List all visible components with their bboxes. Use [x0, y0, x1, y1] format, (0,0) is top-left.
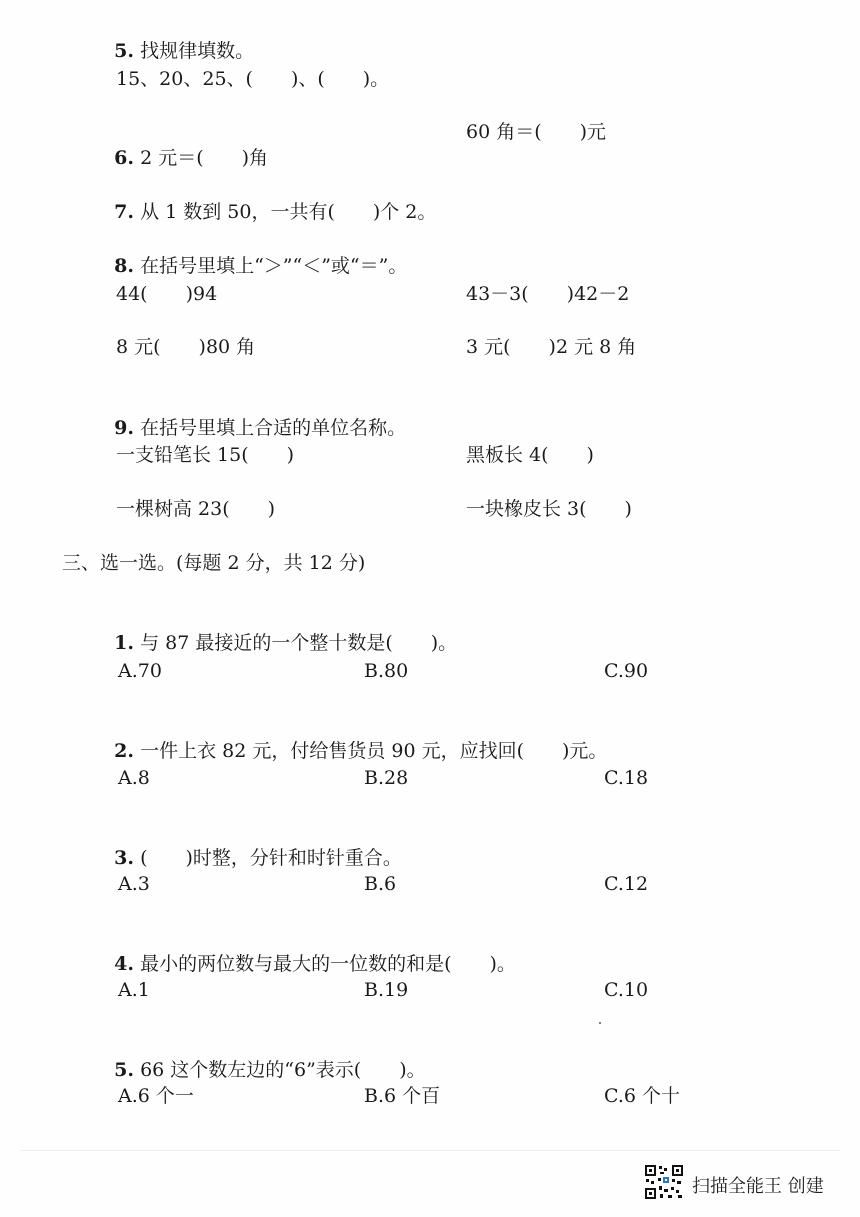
scan-speck	[599, 1022, 601, 1024]
choice-question-2	[90, 712, 607, 790]
question-prompt: 找规律填数。	[140, 40, 255, 62]
question-number: 8.	[114, 255, 135, 277]
compare-item: 3 元( )2 元 8 角	[466, 336, 637, 358]
compare-item: 44( )94	[116, 283, 218, 305]
option-a: A.1	[118, 979, 150, 1001]
question-text: 与 87 最接近的一个整十数是( )。	[140, 632, 458, 654]
question-text: 最小的两位数与最大的一位数的和是( )。	[140, 953, 516, 975]
question-number: 1.	[114, 632, 135, 654]
question-5-sequence: 15、20、25、( )、( )。	[116, 68, 390, 90]
choice-question-4	[90, 925, 516, 1003]
option-b: B.19	[364, 979, 409, 1001]
question-number: 5.	[114, 1059, 135, 1081]
option-c: C.6 个十	[604, 1085, 681, 1107]
question-number: 5.	[114, 40, 135, 62]
compare-item: 43－3( )42－2	[466, 283, 630, 305]
option-b: B.6	[364, 873, 397, 895]
option-a: A.70	[118, 660, 162, 682]
option-b: B.80	[364, 660, 409, 682]
unit-item: 一支铅笔长 15( )	[116, 444, 295, 466]
question-prompt: 在括号里填上“＞”“＜”或“＝”。	[140, 255, 408, 277]
page-bottom-divider	[20, 1150, 840, 1151]
compare-item: 8 元( )80 角	[116, 336, 256, 358]
scanner-watermark	[644, 1164, 844, 1202]
option-a: A.3	[118, 873, 150, 895]
option-b: B.28	[364, 767, 409, 789]
question-number: 3.	[114, 847, 135, 869]
question-text: 一件上衣 82 元，付给售货员 90 元，应找回( )元。	[140, 740, 608, 762]
question-number: 9.	[114, 417, 135, 439]
watermark-text: 扫描全能王 创建	[692, 1176, 824, 1197]
option-c: C.18	[604, 767, 649, 789]
unit-item: 黑板长 4( )	[466, 444, 594, 466]
question-number: 4.	[114, 953, 135, 975]
option-a: A.6 个一	[118, 1085, 194, 1107]
unit-item: 一块橡皮长 3( )	[466, 498, 632, 520]
section-title: 三、选一选。(每题 2 分，共 12 分)	[62, 552, 366, 574]
question-text: 66 这个数左边的“6”表示( )。	[140, 1059, 426, 1081]
question-number: 7.	[114, 201, 135, 223]
option-c: C.10	[604, 979, 649, 1001]
option-a: A.8	[118, 767, 150, 789]
option-b: B.6 个百	[364, 1085, 441, 1107]
question-6-left: 2 元＝( )角	[140, 147, 269, 169]
unit-item: 一棵树高 23( )	[116, 498, 276, 520]
question-number: 6.	[114, 147, 135, 169]
question-number: 2.	[114, 740, 135, 762]
question-text: ( )时整，分针和时针重合。	[140, 847, 402, 869]
option-c: C.90	[604, 660, 649, 682]
question-6-right: 60 角＝( )元	[466, 121, 607, 143]
question-text: 从 1 数到 50，一共有( )个 2。	[140, 201, 437, 223]
question-prompt: 在括号里填上合适的单位名称。	[140, 417, 407, 439]
option-c: C.12	[604, 873, 649, 895]
qr-code-icon	[644, 1164, 684, 1200]
